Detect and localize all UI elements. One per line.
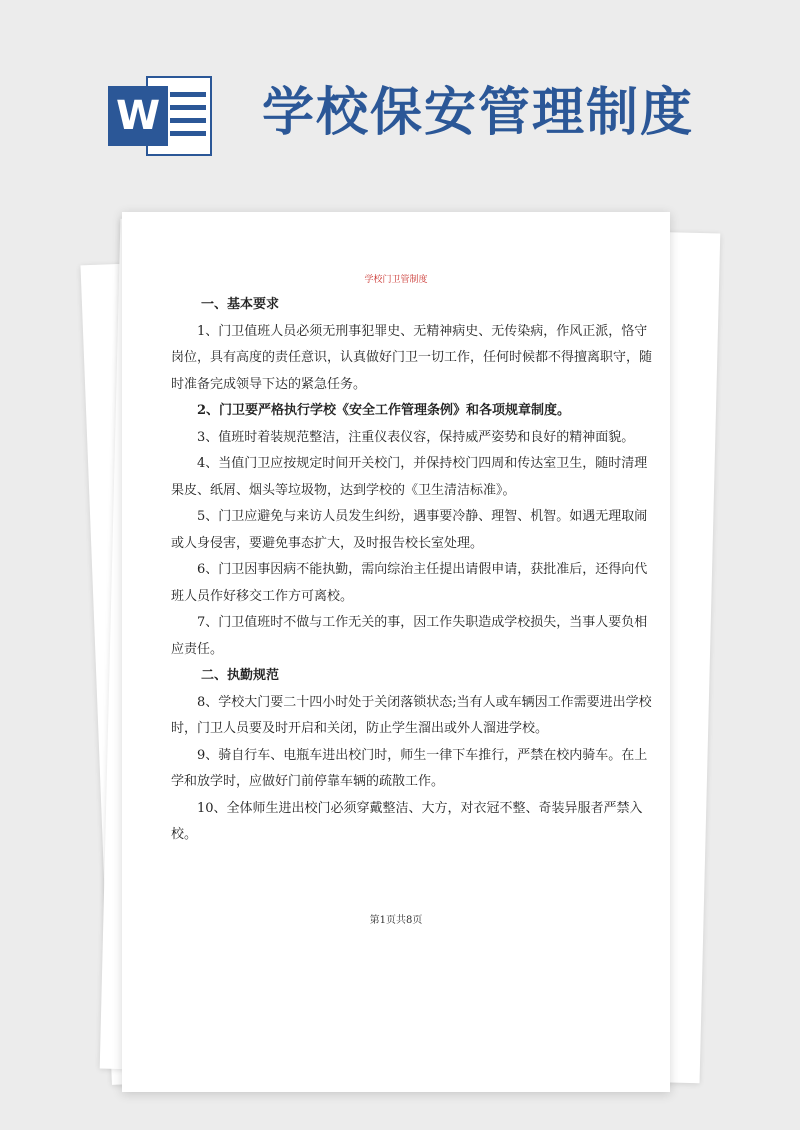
rule-item: 8、学校大门要二十四小时处于关闭落锁状态;当有人或车辆因工作需要进出学校时，门卫人员要及时开启和关闭，防止学生溜出或外人溜进学校。 [171, 694, 652, 736]
document-line [170, 92, 206, 97]
document-body [171, 292, 655, 849]
word-letter-tile: W [108, 86, 168, 146]
document-line [170, 131, 206, 136]
section-heading: 一、基本要求 [201, 297, 280, 312]
rule-item: 6、门卫因事因病不能执勤，需向综治主任提出请假申请，获批准后，还得向代班人员作好移交工作方可离校。 [171, 562, 648, 604]
rule-item: 4、当值门卫应按规定时间开关校门，并保持校门四周和传达室卫生，随时清理果皮、纸屑、烟头等垃圾物，达到学校的《卫生清洁标准》。 [171, 456, 648, 498]
page-title: 学校保安管理制度 [262, 83, 695, 143]
rule-item: 5、门卫应避免与来访人员发生纠纷，遇事要冷静、理智、机智。如遇无理取闹或人身侵害，要避免事态扩大，及时报告校长室处理。 [171, 509, 648, 551]
page-number: 第1页共8页 [369, 915, 423, 926]
rule-item: 7、门卫值班时不做与工作无关的事，因工作失职造成学校损失，当事人要负相应责任。 [171, 615, 648, 657]
rule-item: 10、全体师生进出校门必须穿戴整洁、大方，对衣冠不整、奇装异服者严禁入校。 [171, 800, 643, 842]
document-line [170, 105, 206, 110]
rule-item: 2、门卫要严格执行学校《安全工作管理条例》和各项规章制度。 [197, 403, 571, 418]
document-line [170, 118, 206, 123]
document-page [122, 212, 670, 1092]
header [0, 0, 800, 200]
rule-item: 9、骑自行车、电瓶车进出校门时，师生一律下车推行，严禁在校内骑车。在上学和放学时，应做好门前停靠车辆的疏散工作。 [171, 747, 648, 789]
rule-item: 3、值班时着装规范整洁，注重仪表仪容，保持威严姿势和良好的精神面貌。 [197, 429, 635, 445]
rule-item: 1、门卫值班人员必须无刑事犯罪史、无精神病史、无传染病，作风正派，恪守岗位，具有高度的责任意识，认真做好门卫一切工作，任何时候都不得擅离职守，随时准备完成领导下达的紧急任务。 [171, 323, 653, 392]
section-heading: 二、执勤规范 [201, 668, 280, 683]
word-document-icon [108, 76, 212, 156]
document-title: 学校门卫管制度 [364, 275, 428, 285]
